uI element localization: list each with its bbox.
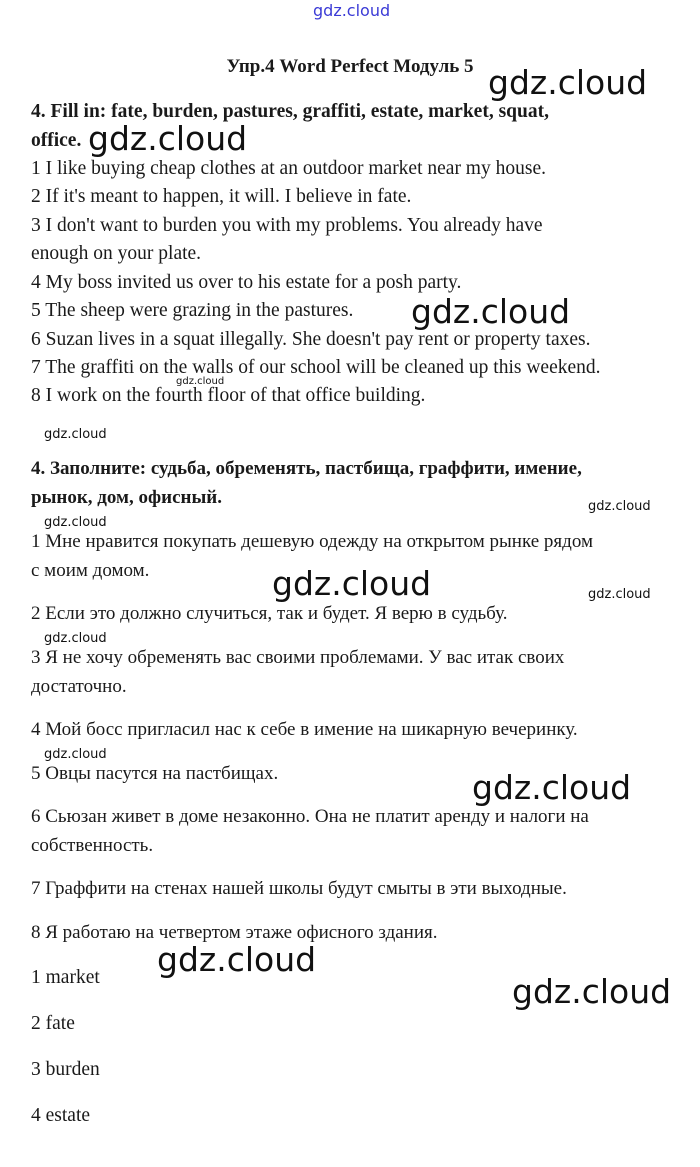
watermark: gdz.cloud — [512, 972, 672, 1011]
russian-line: 7 Граффити на стенах нашей школы будут смыты в эти выходные. — [31, 878, 567, 899]
english-line: 8 I work on the fourth floor of that office building. — [31, 385, 426, 406]
watermark: gdz.cloud — [44, 747, 107, 762]
watermark: gdz.cloud — [176, 376, 225, 387]
answer-item: 3 burden — [31, 1059, 100, 1080]
english-line: 5 The sheep were grazing in the pastures. — [31, 300, 354, 321]
russian-line: с моим домом. — [31, 560, 150, 581]
russian-line: 6 Сьюзан живет в доме незаконно. Она не платит аренду и налоги на — [31, 806, 589, 827]
russian-line: 5 Овцы пасутся на пастбищах. — [31, 763, 279, 784]
russian-line: достаточно. — [31, 676, 127, 697]
site-link[interactable]: gdz.cloud — [313, 1, 391, 20]
english-line: 7 The graffiti on the walls of our school will be cleaned up this weekend. — [31, 357, 601, 378]
russian-task-heading-cont: рынок, дом, офисный. — [31, 487, 222, 508]
english-task-heading: 4. Fill in: fate, burden, pastures, graffiti, estate, market, squat, — [31, 101, 549, 122]
english-line: 4 My boss invited us over to his estate for a posh party. — [31, 272, 462, 293]
watermark: gdz.cloud — [88, 119, 248, 158]
russian-line: собственность. — [31, 835, 154, 856]
answer-item: 2 fate — [31, 1013, 75, 1034]
english-line: 3 I don't want to burden you with my problems. You already have — [31, 215, 543, 236]
english-line: 1 I like buying cheap clothes at an outdoor market near my house. — [31, 158, 546, 179]
watermark: gdz.cloud — [44, 515, 107, 530]
answer-item: 4 estate — [31, 1105, 91, 1126]
watermark: gdz.cloud — [157, 940, 317, 979]
watermark: gdz.cloud — [472, 768, 632, 807]
watermark: gdz.cloud — [488, 63, 648, 102]
english-line: 2 If it's meant to happen, it will. I believe in fate. — [31, 186, 412, 207]
russian-line: 8 Я работаю на четвертом этаже офисного здания. — [31, 922, 438, 943]
russian-task-heading: 4. Заполните: судьба, обременять, пастбища, граффити, имение, — [31, 458, 582, 479]
watermark: gdz.cloud — [272, 564, 432, 603]
watermark: gdz.cloud — [44, 631, 107, 646]
answer-item: 1 market — [31, 967, 100, 988]
watermark: gdz.cloud — [44, 427, 107, 442]
english-line: 6 Suzan lives in a squat illegally. She doesn't pay rent or property taxes. — [31, 329, 591, 350]
watermark: gdz.cloud — [411, 292, 571, 331]
watermark: gdz.cloud — [588, 499, 651, 514]
russian-line: 3 Я не хочу обременять вас своими проблемами. У вас итак своих — [31, 647, 565, 668]
russian-line: 2 Если это должно случиться, так и будет. Я верю в судьбу. — [31, 603, 508, 624]
english-task-heading-cont: office. — [31, 130, 82, 151]
russian-line: 4 Мой босс пригласил нас к себе в имение на шикарную вечеринку. — [31, 719, 578, 740]
english-line: enough on your plate. — [31, 243, 202, 264]
page-title: Упр.4 Word Perfect Модуль 5 — [226, 56, 474, 77]
russian-line: 1 Мне нравится покупать дешевую одежду на открытом рынке рядом — [31, 531, 593, 552]
watermark: gdz.cloud — [588, 587, 651, 602]
